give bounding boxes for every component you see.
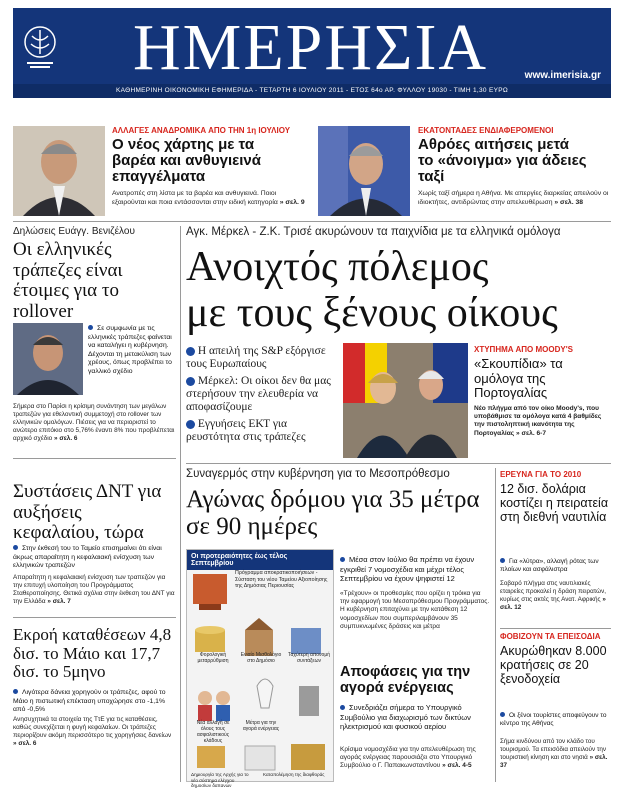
infographic-label-5: Νέα αλλαγή σε όλους τους ασφαλιστικούς κλάδους: [196, 720, 230, 744]
headline-lead-2[interactable]: με τους ξένους οίκους: [186, 290, 558, 336]
bullet-dnt: Στην έκθεσή του το Ταμείο επισημαίνει ότι είναι άκρως απαραίτητη η κεφαλαιακή ενίσχυση των ελληνικών τραπεζών: [13, 545, 173, 571]
kicker-anadromika: ΑΛΛΑΓΕΣ ΑΝΑΔΡΟΜΙΚΑ ΑΠΟ ΤΗΝ 1η ΙΟΥΛΙΟΥ: [112, 126, 291, 135]
infographic-label-3: Ενιαίο Μισθολόγιο στο Δημόσιο: [240, 652, 282, 664]
infographic-label-7: Δημιουργία της Αρχής για το νέο σύστημα ελέγχου δημοσίων δαπανών: [191, 772, 249, 788]
kicker-moodys: ΧΤΥΠΗΜΑ ΑΠΟ MOODY'S: [474, 345, 573, 354]
bullet-deposits: Λιγότερα δάνεια χορηγούν οι τράπεζες, αφού το Μάιο η πιστωτική επέκταση υποχώρησε στο -1,1% από -0,5%: [13, 689, 173, 715]
bullet-rollover: Σε συμφωνία με τις ελληνικές τράπεζες φαίνεται να καταλήγει η κυβέρνηση. Δέχονται τη μετακύλιση των χρέους, όπως προβλέπει το γαλλικό σχέδιο: [88, 325, 176, 376]
bullet-energy: Συνεδριάζει σήμερα το Υπουργικό Συμβούλιο για διαχωρισμό των δικτύων ηλεκτρισμού και φυσικού αερίου: [340, 703, 488, 732]
infographic-label-8: Καταπολέμηση της διαφθοράς: [263, 772, 325, 777]
headline-dnt[interactable]: Συστάσεις ΔΝΤ για αυξήσεις κεφαλαίου, τώρα: [13, 481, 162, 543]
headline-energy[interactable]: Αποφάσεις για την αγορά ενέργειας: [340, 664, 471, 696]
infographic: [186, 549, 334, 788]
photo-minister-taxi: [318, 126, 410, 216]
kicker-mesoprothesmo: Συναγερμός στην κυβέρνηση για το Μεσοπρόθεσμο: [186, 468, 450, 480]
logo-icon: [23, 22, 57, 72]
headline-lead-1[interactable]: Ανοιχτός πόλεμος: [186, 244, 489, 290]
headline-mesoprothesmo[interactable]: Αγώνας δρόμου για 35 μέτρα σε 90 ημέρες: [186, 486, 480, 540]
text-piracy: Σοβαρό πλήγμα στις ναυτιλιακές εταιρείες προκαλεί η δράση πειρατών, κυρίως στις ακτές της Ανατ. Αφρικής » σελ. 12: [500, 580, 606, 611]
infographic-label-2: Φορολογική μεταρρύθμιση: [197, 652, 229, 664]
headline-moodys[interactable]: «Σκουπίδια» τα ομόλογα της Πορτογαλίας: [474, 356, 563, 400]
bullet-mesoprothesmo: Μέσα στον Ιούλιο θα πρέπει να έχουν εγκριθεί 7 νομοσχέδια και μέχρι τέλος Σεπτεμβρίου να έχουν ψηφιστεί 12: [340, 555, 488, 584]
text-rollover: Σήμερα στο Παρίσι η κρίσιμη συνάντηση των μεγάλων τραπεζών για εθελοντική συμμετοχή στο rollover των ελληνικών ομολόγων. Πιέσεις για να περιοριστεί το ανώτερο επιτόκιο στο 5,76% έναντι 8% που προβλέπεται αρχικό σχέδιο » σελ. 6: [13, 403, 175, 442]
masthead-title: ΗΜΕΡΗΣΙΑ: [133, 11, 489, 84]
headline-barea[interactable]: Ο νέος χάρτης με τα βαρέα και ανθυγιεινά επαγγέλματα: [112, 136, 261, 185]
photo-merkel-trichet: [343, 343, 468, 458]
masthead-strip: ΚΑΘΗΜΕΡΙΝΗ ΟΙΚΟΝΟΜΙΚΗ ΕΦΗΜΕΡΙΔΑ - ΤΕΤΑΡΤΗ 6 ΙΟΥΛΙΟΥ 2011 - ΕΤΟΣ 64ο ΑΡ. ΦΥΛΛΟΥ 19030 - ΤΙΜΗ 1,30 ΕΥΡΩ: [13, 84, 611, 98]
kicker-taxi: ΕΚΑΤΟΝΤΑΔΕΣ ΕΝΔΙΑΦΕΡΟΜΕΝΟΙ: [418, 126, 554, 135]
lead-bullet-3: Εγγυήσεις ΕΚΤ για ρευστότητα στις τράπεζες: [186, 418, 306, 443]
bullet-icon: [186, 347, 195, 356]
text-barea: Ανατροπές στη λίστα με τα βαρέα και ανθυγιεινά. Ποιοι εξαιρούνται και ποια εντάσσονται στην ειδική κατηγορία » σελ. 9: [112, 190, 305, 206]
bullet-piracy: Για «λύτρα», αλλαγή ρότας των πλοίων και ασφάλιστρα: [500, 558, 610, 574]
infographic-label-6: Μέτρα για την αγορά ενέργειας: [242, 720, 280, 732]
divider-col-right: [495, 468, 496, 782]
lead-bullet-2: Μέρκελ: Οι οίκοι δεν θα μας στερήσουν την ελευθερία να αποφασίζουμε: [186, 375, 331, 413]
headline-rollover[interactable]: Οι ελληνικές τράπεζες είναι έτοιμες για το rollover: [13, 239, 123, 322]
bullet-icon: [186, 377, 195, 386]
headline-taxi[interactable]: Αθρόες αιτήσεις μετά το «άνοιγμα» για άδειες ταξί: [418, 136, 587, 185]
kicker-venizelos: Δηλώσεις Ευάγγ. Βενιζέλου: [13, 226, 135, 237]
lead-bullet-1: Η απειλή της S&P εξόργισε τους Ευρωπαίους: [186, 345, 326, 370]
kicker-piracy: ΕΡΕΥΝΑ ΓΙΑ ΤΟ 2010: [500, 470, 582, 479]
headline-piracy[interactable]: 12 δισ. δολάρια κοστίζει η πειρατεία στη διεθνή ναυτιλία: [500, 482, 609, 524]
headline-hotels[interactable]: Ακυρώθηκαν 8.000 κρατήσεις σε 20 ξενοδοχεία: [500, 644, 607, 686]
divider-lead: [186, 463, 611, 464]
kicker-lead: Αγκ. Μέρκελ - Ζ.Κ. Τρισέ ακυρώνουν τα παιχνίδια με τα ελληνικά ομόλογα: [186, 226, 561, 238]
text-hotels: Σήμα κινδύνου από τον κλάδο του τουρισμού. Τα επεισόδια απειλούν την τουριστική κίνηση και στο νησιά » σελ. 37: [500, 738, 608, 769]
divider-col-left: [180, 226, 181, 782]
quote-mesoprothesmo: «Τρέχουν» οι προθεσμίες που ορίζει η τρόικα για την εφαρμογή του Μεσοπρόθεσμου Προγράμματος. Η κυβέρνηση επιταχύνει με την κατάθεση 12 νομοσχεδίων που συμπεριλαμβάνουν 35 συμπυκνωμένες δράσεις και μέτρα: [340, 590, 490, 630]
divider-right: [500, 628, 611, 629]
text-dnt: Απαραίτητη η κεφαλαιακή ενίσχυση των τραπεζών για την επιτυχή υλοποίηση του Προγράμματος Σταθεροποίησης. Θετικά σχόλια στην έκθεση του ΔΝΤ για την Ελλάδα » σελ. 7: [13, 574, 175, 605]
masthead-url[interactable]: www.imerisia.gr: [524, 70, 601, 81]
divider-left-1: [13, 458, 176, 459]
bullet-icon: [186, 420, 195, 429]
bullet-hotels: Οι ξένοι τουρίστες αποφεύγουν το κέντρο της Αθήνας: [500, 712, 610, 728]
infographic-art: [187, 568, 335, 783]
infographic-label-1: Πρόγραμμα αποκρατικοποιήσεων - Σύσταση του νέου Ταμείου Αξιοποίησης της Δημόσιας Περιουσίας: [235, 570, 328, 589]
text-taxi: Χωρίς ταξί σήμερα η Αθήνα. Με απεργίες διαρκείας απειλούν οι ιδιοκτήτες, αντιδρώντας στην απελευθέρωση » σελ. 38: [418, 190, 609, 206]
text-deposits: Ανησυχητικά τα στοιχεία της ΤτΕ για τις καταθέσεις, καθώς συνεχίζεται η φυγή κεφαλαίων. Οι τράπεζες περιορίζουν ακόμη περισσότερο τις χορηγήσεις δανείων » σελ. 6: [13, 716, 172, 747]
photo-venizelos: [13, 323, 83, 395]
divider-top: [13, 221, 611, 222]
kicker-hotels: ΦΟΒΙΖΟΥΝ ΤΑ ΕΠΕΙΣΟΔΙΑ: [500, 632, 601, 641]
headline-deposits[interactable]: Εκροή καταθέσεων 4,8 δισ. το Μάιο και 17,7 δισ. το 5μηνο: [13, 625, 172, 681]
infographic-label-4: Ταχύτερη απονομή συντάξεων: [288, 652, 330, 664]
photo-labour-minister: [13, 126, 105, 216]
text-moodys: Νέο πλήγμα από τον οίκο Moody's, που υποβάθμισε τα ομόλογα κατά 4 βαθμίδες την πιστοληπτική ικανότητα της Πορτογαλίας » σελ. 6-7: [474, 405, 602, 437]
lead-bullets: [186, 345, 336, 444]
divider-left-2: [13, 617, 176, 618]
infographic-title: Οι προτεραιότητες έως τέλος Σεπτεμβρίου: [187, 550, 333, 570]
text-energy: Κρίσιμα νομοσχέδια για την απελευθέρωση της αγοράς ενέργειας παρουσιάζει στο Υπουργικό Συμβούλιο ο Γ. Παπακωνσταντίνου » σελ. 4-5: [340, 746, 476, 770]
masthead: [13, 8, 611, 98]
